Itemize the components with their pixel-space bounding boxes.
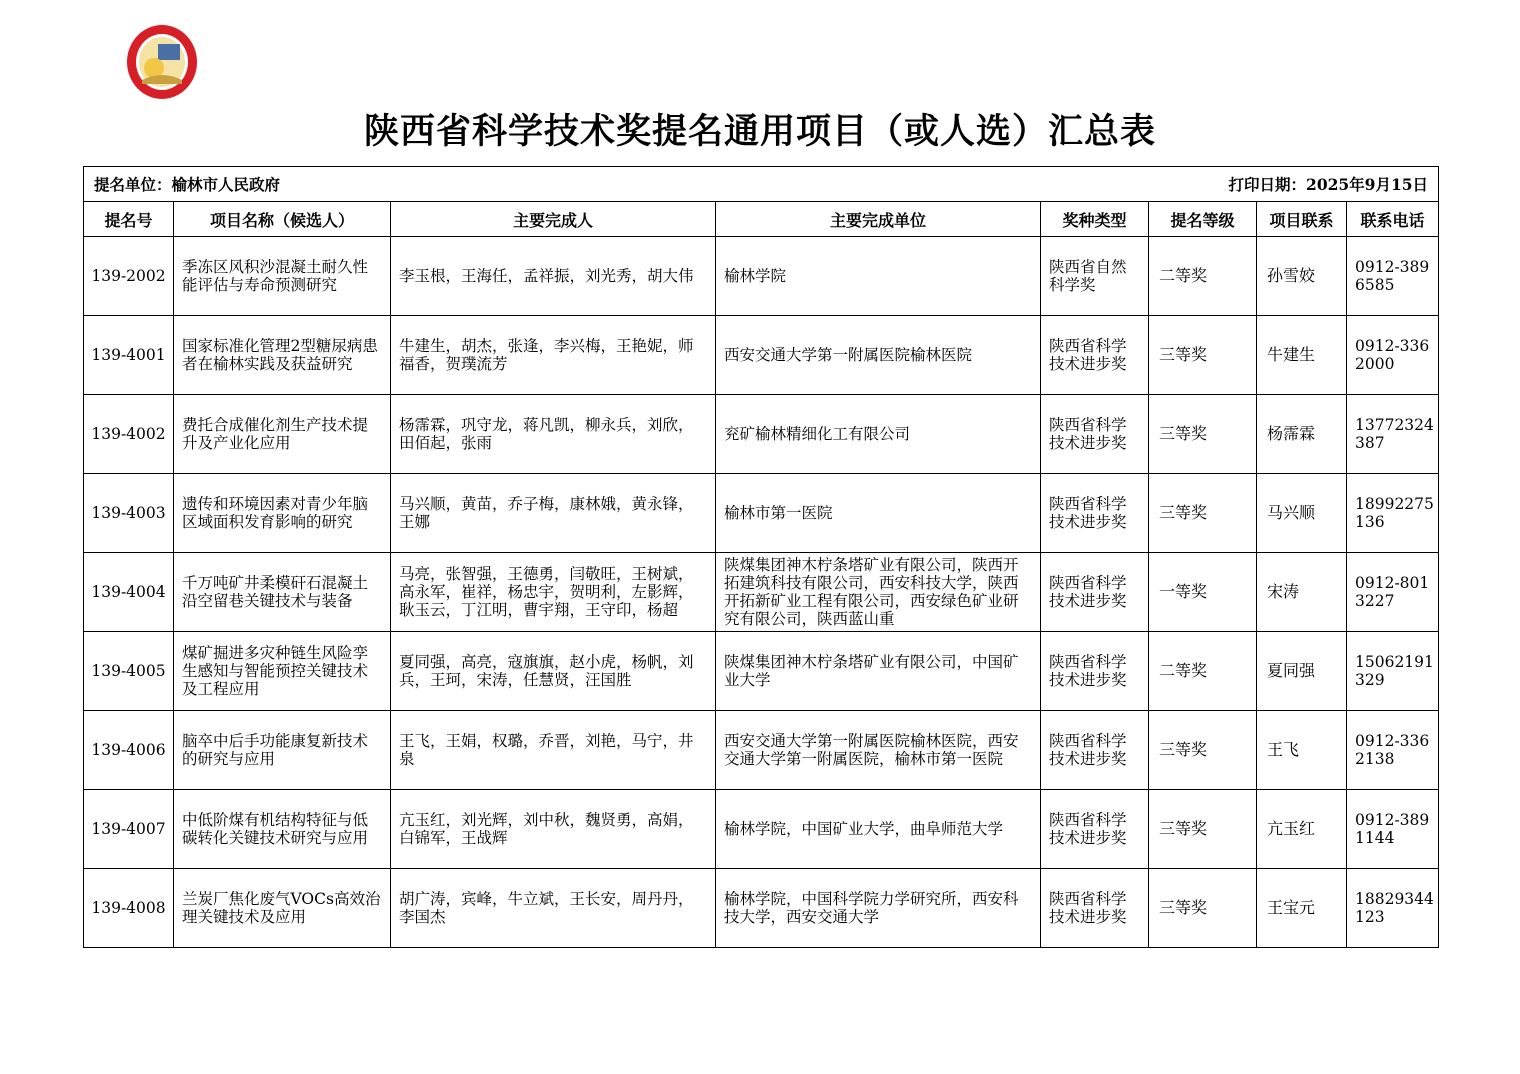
people-text: 牛建生，胡杰，张逢，李兴梅，王艳妮，师福香，贺璞流芳	[399, 337, 694, 373]
people-text: 马兴顺，黄苗，乔子梅，康林娥，黄永锋，王娜	[399, 495, 694, 531]
cell-id: 139-4005	[84, 632, 174, 711]
cell-phone: 0912-3362138	[1347, 711, 1439, 790]
project-name-text: 国家标准化管理2型糖尿病患者在榆林实践及获益研究	[182, 337, 378, 373]
table-row	[84, 632, 1439, 711]
people-text: 马亮，张智强，王德勇，闫敬旺，王树斌，高永军，崔祥，杨忠宇，贺明利，左影辉，耿玉云，丁江明，曹宇翔，王守印，杨超	[399, 565, 694, 619]
cell-id: 139-4001	[84, 316, 174, 395]
col-header-award-type: 奖种类型	[1041, 202, 1149, 237]
units-text: 西安交通大学第一附属医院榆林医院，西安交通大学第一附属医院，榆林市第一医院	[724, 732, 1019, 768]
people-text: 王飞，王娟，权璐，乔晋，刘艳，马宁，井泉	[399, 732, 694, 768]
cell-units	[716, 553, 1041, 632]
cell-award-type: 陕西省科学技术进步奖	[1041, 632, 1149, 711]
cell-id: 139-4007	[84, 790, 174, 869]
col-header-units: 主要完成单位	[716, 202, 1041, 237]
units-text: 兖矿榆林精细化工有限公司	[724, 425, 911, 443]
table-row	[84, 711, 1439, 790]
cell-people	[391, 711, 716, 790]
cell-award-type: 陕西省科学技术进步奖	[1041, 790, 1149, 869]
cell-award-type: 陕西省科学技术进步奖	[1041, 711, 1149, 790]
units-text: 榆林学院，中国矿业大学，曲阜师范大学	[724, 820, 1004, 838]
cell-award-type: 陕西省科学技术进步奖	[1041, 474, 1149, 553]
cell-project-name	[174, 316, 391, 395]
cell-grade: 三等奖	[1149, 474, 1257, 553]
cell-project-name	[174, 790, 391, 869]
table-row	[84, 474, 1439, 553]
project-name-text: 遗传和环境因素对青少年脑区域面积发育影响的研究	[182, 495, 369, 531]
cell-units	[716, 790, 1041, 869]
cell-grade: 二等奖	[1149, 237, 1257, 316]
unit-label: 提名单位：	[94, 175, 172, 194]
col-header-name: 项目名称（候选人）	[174, 202, 391, 237]
col-header-grade: 提名等级	[1149, 202, 1257, 237]
cell-award-type: 陕西省科学技术进步奖	[1041, 316, 1149, 395]
project-name-text: 煤矿掘进多灾种链生风险孪生感知与智能预控关键技术及工程应用	[182, 644, 369, 698]
unit-value: 榆林市人民政府	[171, 175, 281, 194]
cell-project-name	[174, 711, 391, 790]
col-header-phone: 联系电话	[1347, 202, 1439, 237]
summary-table	[83, 166, 1439, 948]
table-row	[84, 869, 1439, 948]
cell-id: 139-4008	[84, 869, 174, 948]
cell-contact: 杨霈霖	[1257, 395, 1347, 474]
cell-id: 139-4006	[84, 711, 174, 790]
cell-people	[391, 869, 716, 948]
units-text: 西安交通大学第一附属医院榆林医院	[724, 346, 973, 364]
table-row	[84, 790, 1439, 869]
units-text: 榆林学院，中国科学院力学研究所，西安科技大学，西安交通大学	[724, 890, 1019, 926]
date-value: 2025年9月15日	[1306, 175, 1429, 194]
units-text: 榆林学院	[724, 267, 787, 285]
cell-contact: 宋涛	[1257, 553, 1347, 632]
people-text: 夏同强，高亮，寇旗旗，赵小虎，杨帆，刘兵，王珂，宋涛，任慧贤，汪国胜	[399, 653, 694, 689]
project-name-text: 脑卒中后手功能康复新技术的研究与应用	[182, 732, 369, 768]
cell-phone: 0912-3891144	[1347, 790, 1439, 869]
cell-units	[716, 316, 1041, 395]
cell-id: 139-2002	[84, 237, 174, 316]
col-header-contact: 项目联系	[1257, 202, 1347, 237]
date-label: 打印日期：	[1228, 175, 1307, 194]
cell-phone: 15062191329	[1347, 632, 1439, 711]
header-row	[84, 202, 1439, 237]
project-name-text: 千万吨矿井柔模矸石混凝土沿空留巷关键技术与装备	[182, 574, 369, 610]
page-title: 陕西省科学技术奖提名通用项目（或人选）汇总表	[363, 111, 1156, 152]
cell-phone: 0912-3362000	[1347, 316, 1439, 395]
people-text: 李玉根，王海任，孟祥振，刘光秀，胡大伟	[399, 267, 694, 285]
cell-grade: 三等奖	[1149, 869, 1257, 948]
units-text: 陕煤集团神木柠条塔矿业有限公司，陕西开拓建筑科技有限公司，西安科技大学，陕西开拓新矿业工程有限公司，西安绿色矿业研究有限公司，陕西蓝山重	[724, 556, 1019, 628]
cell-contact: 王宝元	[1257, 869, 1347, 948]
cell-people	[391, 316, 716, 395]
units-text: 陕煤集团神木柠条塔矿业有限公司，中国矿业大学	[724, 653, 1019, 689]
print-date	[1229, 173, 1439, 195]
cell-phone: 0912-3896585	[1347, 237, 1439, 316]
cell-contact: 牛建生	[1257, 316, 1347, 395]
cell-units	[716, 395, 1041, 474]
cell-people	[391, 790, 716, 869]
cell-project-name	[174, 395, 391, 474]
cell-contact: 夏同强	[1257, 632, 1347, 711]
cell-project-name	[174, 237, 391, 316]
cell-award-type: 陕西省科学技术进步奖	[1041, 869, 1149, 948]
cell-people	[391, 553, 716, 632]
cell-id: 139-4003	[84, 474, 174, 553]
cell-people	[391, 474, 716, 553]
project-name-text: 费托合成催化剂生产技术提升及产业化应用	[182, 416, 369, 452]
project-name-text: 中低阶煤有机结构特征与低碳转化关键技术研究与应用	[182, 811, 369, 847]
cell-id: 139-4004	[84, 553, 174, 632]
cell-units	[716, 474, 1041, 553]
table-row	[84, 237, 1439, 316]
cell-units	[716, 632, 1041, 711]
cell-phone: 0912-8013227	[1347, 553, 1439, 632]
cell-award-type: 陕西省科学技术进步奖	[1041, 395, 1149, 474]
cell-units	[716, 237, 1041, 316]
cell-contact: 孙雪姣	[1257, 237, 1347, 316]
cell-project-name	[174, 632, 391, 711]
table-row	[84, 316, 1439, 395]
cell-units	[716, 869, 1041, 948]
cell-contact: 马兴顺	[1257, 474, 1347, 553]
people-text: 亢玉红，刘光辉，刘中秋，魏贤勇，高娟，白锦军，王战辉	[399, 811, 694, 847]
col-header-people: 主要完成人	[391, 202, 716, 237]
col-header-id: 提名号	[84, 202, 174, 237]
cell-phone: 18829344123	[1347, 869, 1439, 948]
project-name-text: 兰炭厂焦化废气VOCs高效治理关键技术及应用	[182, 890, 381, 926]
cell-project-name	[174, 553, 391, 632]
cell-award-type: 陕西省科学技术进步奖	[1041, 553, 1149, 632]
project-name-text: 季冻区风积沙混凝土耐久性能评估与寿命预测研究	[182, 258, 369, 294]
cell-grade: 三等奖	[1149, 395, 1257, 474]
cell-grade: 二等奖	[1149, 632, 1257, 711]
cell-grade: 三等奖	[1149, 790, 1257, 869]
cell-people	[391, 632, 716, 711]
people-text: 胡广涛，宾峰，牛立斌，王长安，周丹丹，李国杰	[399, 890, 694, 926]
cell-phone: 18992275136	[1347, 474, 1439, 553]
cell-contact: 亢玉红	[1257, 790, 1347, 869]
meta-row	[84, 167, 1439, 202]
cell-contact: 王飞	[1257, 711, 1347, 790]
cell-phone: 13772324387	[1347, 395, 1439, 474]
table-row	[84, 395, 1439, 474]
people-text: 杨霈霖，巩守龙，蒋凡凯，柳永兵，刘欣，田佰起，张雨	[399, 416, 694, 452]
seal-logo	[126, 24, 198, 100]
cell-grade: 三等奖	[1149, 711, 1257, 790]
cell-people	[391, 395, 716, 474]
cell-people	[391, 237, 716, 316]
cell-units	[716, 711, 1041, 790]
table-row	[84, 553, 1439, 632]
cell-grade: 三等奖	[1149, 316, 1257, 395]
units-text: 榆林市第一医院	[724, 504, 833, 522]
cell-project-name	[174, 474, 391, 553]
cell-grade: 一等奖	[1149, 553, 1257, 632]
cell-award-type: 陕西省自然科学奖	[1041, 237, 1149, 316]
cell-project-name	[174, 869, 391, 948]
cell-id: 139-4002	[84, 395, 174, 474]
